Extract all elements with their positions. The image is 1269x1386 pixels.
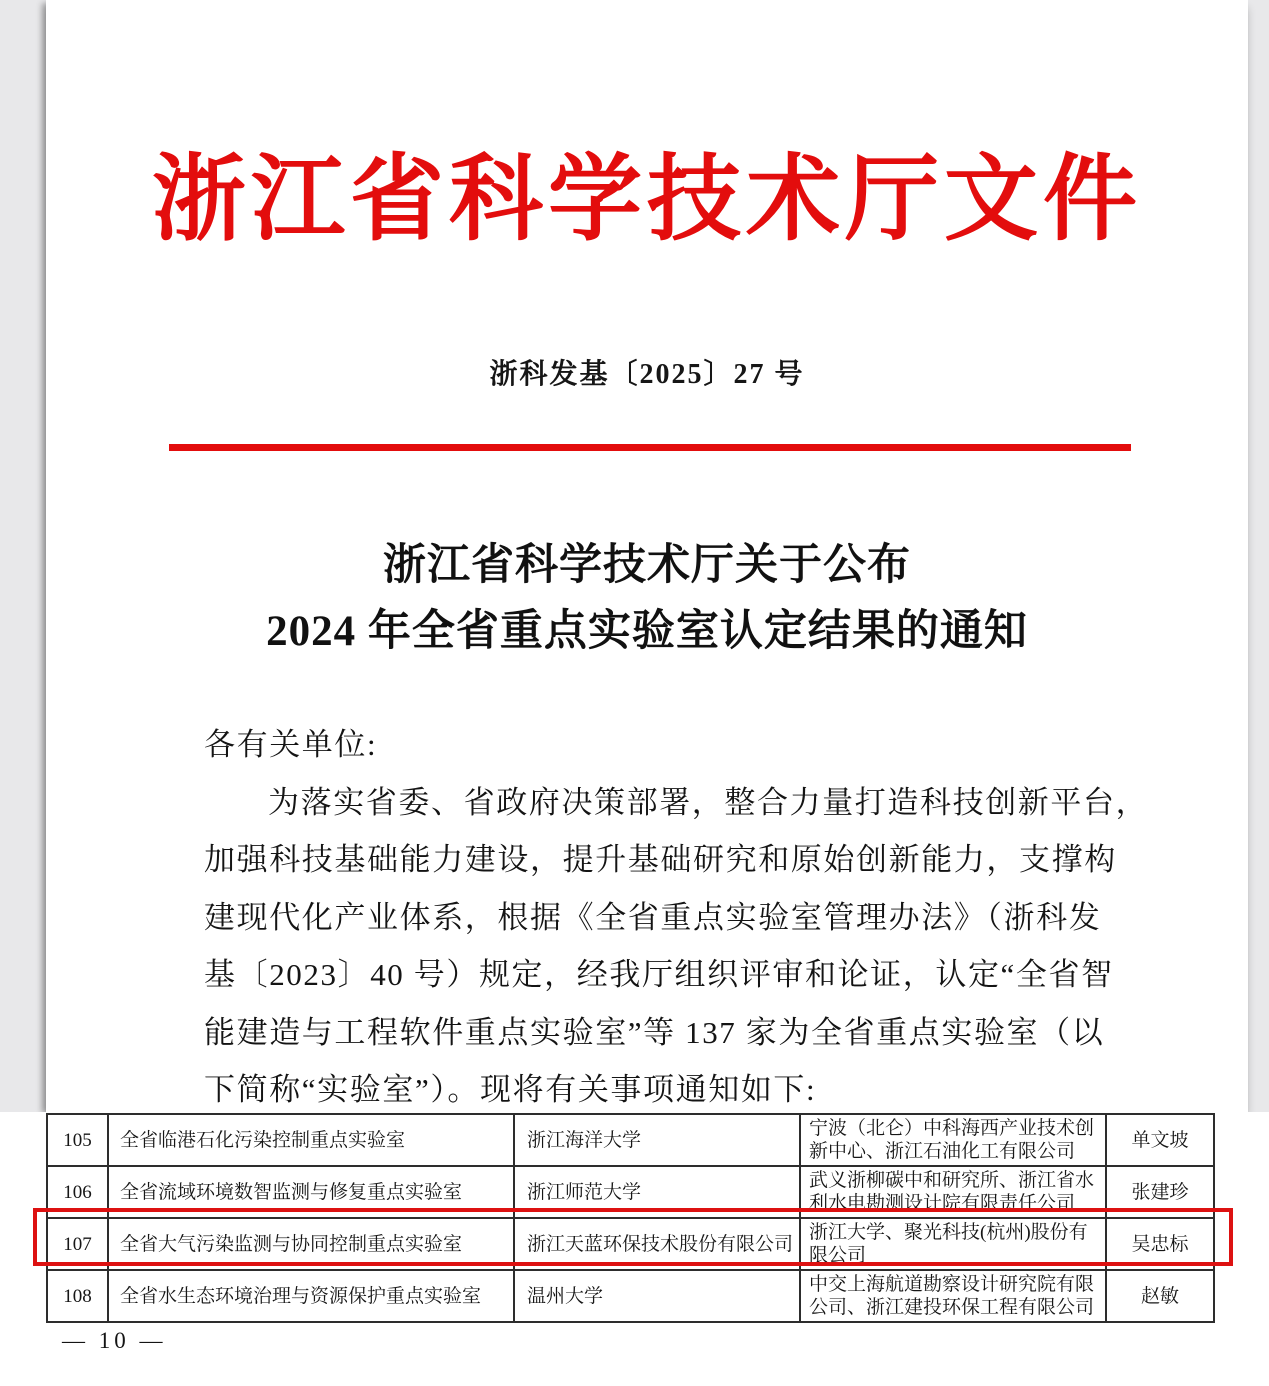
- salutation: 各有关单位:: [204, 727, 378, 762]
- body-line: 加强科技基础能力建设，提升基础研究和原始创新能力，支撑构: [204, 842, 1117, 877]
- director-cell: 单文坡: [1106, 1114, 1214, 1166]
- table-row-105: [47, 1114, 1214, 1166]
- row-number-cell: 106: [47, 1166, 108, 1218]
- partner-units-cell: 浙江大学、聚光科技(杭州)股份有限公司: [800, 1218, 1106, 1270]
- director-cell: 张建珍: [1106, 1166, 1214, 1218]
- host-unit-cell: 温州大学: [514, 1270, 800, 1322]
- partner-units-cell: 武义浙柳碳中和研究所、浙江省水利水电勘测设计院有限责任公司: [800, 1166, 1106, 1218]
- row-number-cell: 105: [47, 1114, 108, 1166]
- row-number-cell: 107: [47, 1218, 108, 1270]
- host-unit-cell: 浙江天蓝环保技术股份有限公司: [514, 1218, 800, 1270]
- director-cell: 赵敏: [1106, 1270, 1214, 1322]
- body-line: 能建造与工程软件重点实验室”等 137 家为全省重点实验室（以: [204, 1014, 1105, 1050]
- body-line: 下简称“实验室”）。现将有关事项通知如下:: [204, 1072, 817, 1107]
- notice-title-line2: 2024 年全省重点实验室认定结果的通知: [266, 608, 1028, 655]
- lab-name-cell: 全省水生态环境治理与资源保护重点实验室: [108, 1270, 514, 1322]
- host-unit-cell: 浙江师范大学: [514, 1166, 800, 1218]
- director-cell: 吴忠标: [1106, 1218, 1214, 1270]
- partner-units-cell: 宁波（北仑）中科海西产业技术创新中心、浙江石油化工有限公司: [800, 1114, 1106, 1166]
- partner-units-cell: 中交上海航道勘察设计研究院有限公司、浙江建投环保工程有限公司: [800, 1270, 1106, 1322]
- page-number: — 10 —: [62, 1328, 167, 1353]
- document-number: 浙科发基〔2025〕27 号: [489, 359, 805, 390]
- notice-body: [204, 716, 1150, 1112]
- red-divider-line: [169, 444, 1131, 451]
- lab-name-cell: 全省大气污染监测与协同控制重点实验室: [108, 1218, 514, 1270]
- red-highlight-box-row-107: [33, 1208, 1233, 1266]
- lab-name-cell: 全省临港石化污染控制重点实验室: [108, 1114, 514, 1166]
- letterhead-title: 浙江省科学技术厅文件: [151, 148, 1142, 252]
- lab-name-cell: 全省流域环境数智监测与修复重点实验室: [108, 1166, 514, 1218]
- letter-page: [46, 0, 1248, 1112]
- body-line: 建现代化产业体系，根据《全省重点实验室管理办法》（浙科发: [204, 899, 1102, 935]
- row-number-cell: 108: [47, 1270, 108, 1322]
- body-line: 为落实省委、省政府决策部署，整合力量打造科技创新平台，: [268, 784, 1149, 820]
- body-line: 基〔2023〕40 号）规定，经我厅组织评审和论证，认定“全省智: [204, 957, 1114, 992]
- table-row-108: [47, 1270, 1214, 1322]
- notice-title-line1: 浙江省科学技术厅关于公布: [383, 542, 911, 589]
- host-unit-cell: 浙江海洋大学: [514, 1114, 800, 1166]
- table-page: [0, 1112, 1269, 1386]
